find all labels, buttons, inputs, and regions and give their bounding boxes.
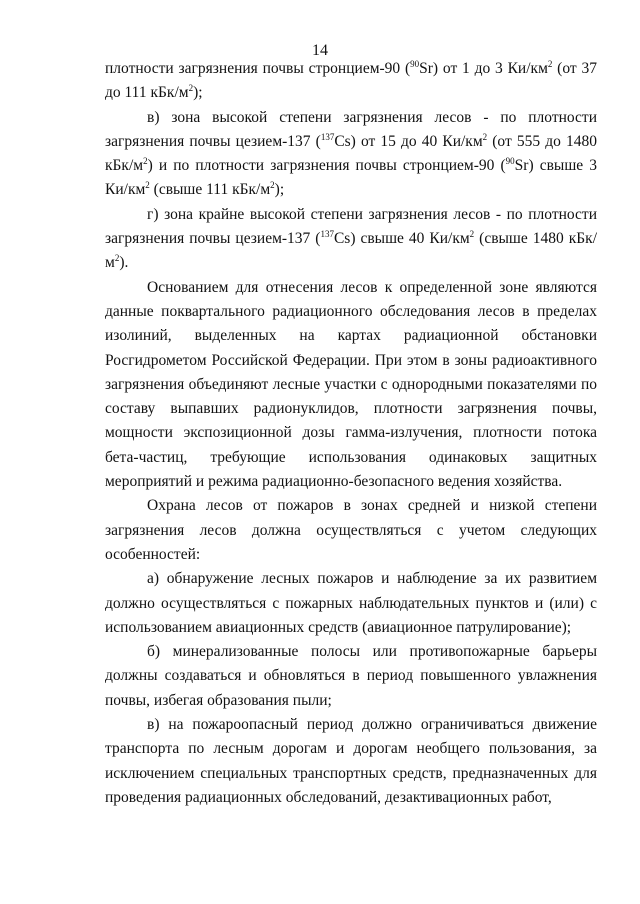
- text-run: в) зона высокой степени загрязнения лесов - по плотности загрязнения почвы цезием-137 (: [105, 108, 597, 150]
- text-run: Cs) свыше 40 Ки/км: [333, 230, 470, 248]
- text-run: );: [193, 84, 203, 102]
- superscript: 2: [547, 59, 553, 69]
- superscript: 137: [320, 229, 334, 240]
- superscript: 90: [505, 156, 515, 167]
- superscript: 2: [469, 229, 475, 240]
- text-run: ).: [119, 254, 129, 272]
- superscript: 2: [188, 83, 194, 94]
- text-run: б) минерализованные полосы или противопожарные барьеры должны создаваться и обновляться в период повышенного увлажнения почвы, избегая образования пыли;: [105, 643, 597, 709]
- paragraph: [105, 494, 597, 567]
- text-run: (от 37 до 111 кБк/м: [105, 60, 597, 102]
- paragraph: [105, 640, 597, 713]
- paragraph: [105, 203, 597, 276]
- text-run: в) на пожароопасный период должно ограничиваться движение транспорта по лесным дорогам и дорогам необщего пользования, за исключением специальных транспортных средств, предназначенных для проведения радиационных обследований, дезактивационных работ,: [105, 716, 597, 806]
- text-run: (свыше 1480 кБк/м: [105, 230, 597, 272]
- paragraph: [105, 57, 597, 106]
- page-number: 14: [312, 42, 328, 59]
- superscript: 2: [114, 253, 120, 264]
- text-run: а) обнаружение лесных пожаров и наблюдение за их развитием должно осуществляться с пожарных наблюдательных пунктов и (или) с использованием авиационных средств (авиационное патрулирование);: [105, 570, 597, 636]
- text-run: г) зона крайне высокой степени загрязнения лесов - по плотности загрязнения почвы цезием-137 (: [105, 205, 597, 248]
- superscript: 2: [270, 180, 275, 191]
- text-run: Sr) свыше 3 Ки/км: [105, 157, 597, 199]
- superscript: 137: [320, 131, 335, 142]
- paragraph: [105, 106, 597, 203]
- text-run: );: [274, 181, 285, 199]
- superscript: 90: [410, 59, 420, 69]
- text-run: Sr) от 1 до 3 Ки/км: [419, 60, 548, 77]
- superscript: 2: [482, 131, 488, 142]
- text-run: плотности загрязнения почвы стронцием-90 (: [105, 60, 411, 77]
- paragraph: [105, 567, 597, 640]
- document-body: [105, 57, 597, 810]
- text-run: Охрана лесов от пожаров в зонах средней и низкой степени загрязнения лесов должна осуществляться с учетом следующих особенностей:: [105, 497, 597, 563]
- text-run: (от 555 до 1480 кБк/м: [105, 132, 597, 175]
- text-run: ) и по плотности загрязнения почвы стронцием-90 (: [147, 157, 506, 175]
- paragraph: [105, 713, 597, 810]
- paragraph: [105, 276, 597, 495]
- text-run: (свыше 111 кБк/м: [149, 181, 271, 199]
- text-run: Cs) от 15 до 40 Ки/км: [334, 132, 483, 150]
- superscript: 2: [143, 156, 148, 167]
- superscript: 2: [145, 180, 150, 191]
- text-run: Основанием для отнесения лесов к определенной зоне являются данные поквартального радиационного обследования лесов в пределах изолиний, выделенных на картах радиационной обстановки Росгидрометом Российской Федерации. При этом в зоны радиоактивного загрязнения объединяют лесные участки с однородными показателями по составу выпавших радионуклидов, плотности загрязнения почвы, мощности экспозиционной дозы гамма-излучения, плотности потока бета-частиц, требующие использования одинаковых защитных мероприятий и режима радиационно-безопасного ведения хозяйства.: [105, 278, 597, 491]
